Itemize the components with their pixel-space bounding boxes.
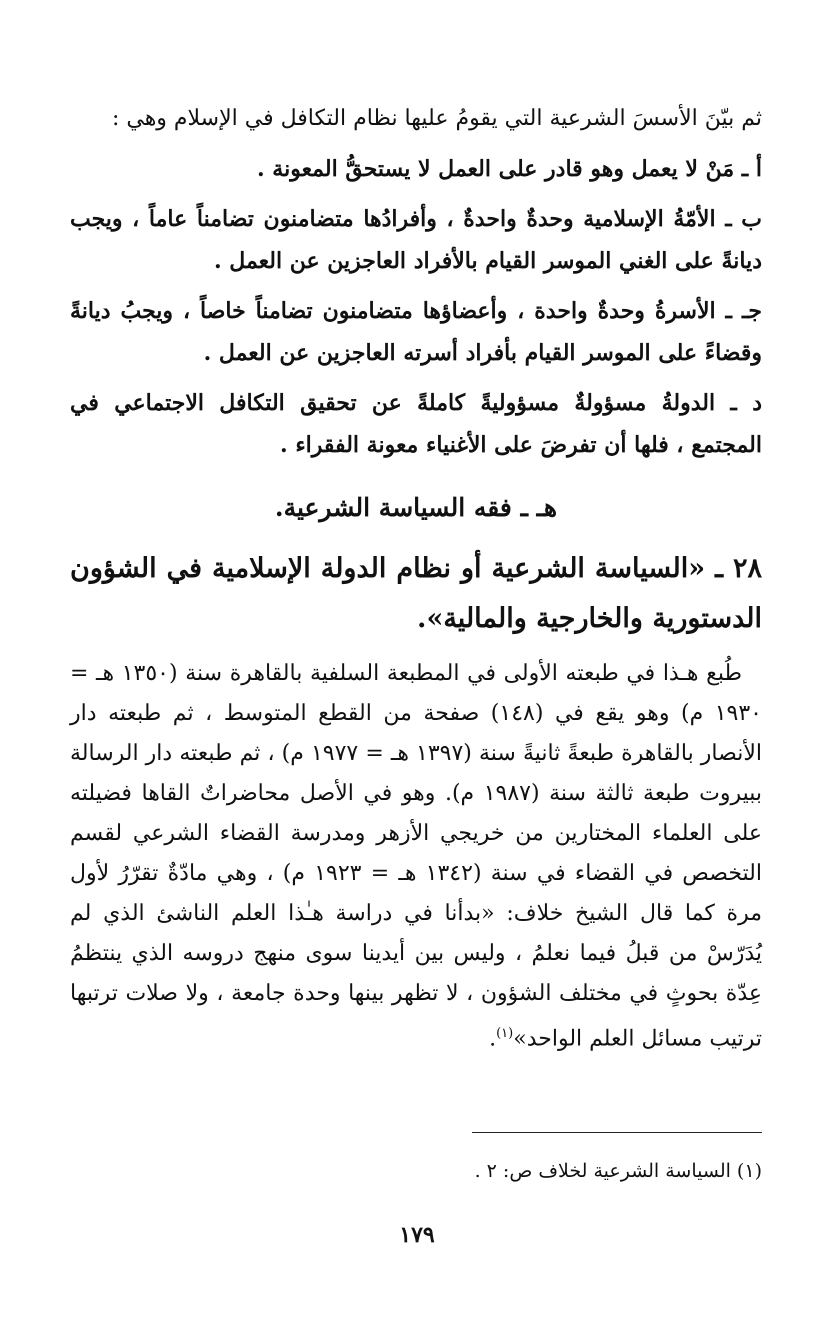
item-b: ب ـ الأمّةُ الإسلامية وحدةٌ واحدةٌ ، وأفرادُها متضامنون تضامناً عاماً ، ويجب ديانةً على الغني الموسر القيام بالأفراد العاجزين عن العمل . <box>70 206 762 274</box>
body-text: طُبع هـذا في طبعته الأولى في المطبعة السلفية بالقاهرة سنة (١٣٥٠ هـ = ١٩٣٠ م) وهو يقع في (١٤٨) صفحة من القطع المتوسط ، ثم طبعته دار الأنصار بالقاهرة طبعةً ثانيةً سنة (١٣٩٧ هـ = ١٩٧٧ م) ، ثم طبعته دار الرسالة ببيروت طبعة ثالثة سنة (١٩٨٧ م). وهو في الأصل محاضراتٌ القاها فضيلته على العلماء المختارين من خريجي الأزهر ومدرسة القضاء الشرعي لقسم التخصص في القضاء في سنة (١٣٤٢ هـ = ١٩٢٣ م) ، وهي مادّةٌ تقرّرُ لأول مرة كما قال الشيخ خلاف: «بدأنا في دراسة هـٰذا العلم الناشئ الذي لم يُدَرّسْ من قبلُ فيما نعلمُ ، وليس بين أيدينا سوى منهج دروسه الذي ينتظمُ عِدّة بحوثٍ في مختلف الشؤون ، لا تظهر بينها وحدة جامعة ، ولا صلات ترتبها ترتيب مسائل العلم الواحد» <box>70 661 762 1052</box>
item-a: أ ـ مَنْ لا يعمل وهو قادر على العمل لا يستحقُّ المعونة . <box>256 156 762 182</box>
intro-paragraph: ثم بيّنَ الأسسَ الشرعية التي يقومُ عليها نظام التكافل في الإسلام وهي : <box>111 106 762 131</box>
footnote-reference: (١) <box>496 1026 514 1041</box>
item-c: جـ ـ الأسرةُ وحدةٌ واحدة ، وأعضاؤها متضامنون تضامناً خاصاً ، ويجبُ ديانةً وقضاءً على الموسر القيام بأفراد أسرته العاجزين عن العمل . <box>70 298 762 366</box>
footnote: (١) السياسة الشرعية لخلاف ص: ٢ . <box>474 1160 762 1182</box>
page-number: ١٧٩ <box>399 1222 435 1248</box>
section-heading: هـ ـ فقه السياسة الشرعية. <box>274 493 558 522</box>
body-paragraph <box>70 654 762 1059</box>
item-28-title: ٢٨ ـ «السياسة الشرعية أو نظام الدولة الإسلامية في الشؤون الدستورية والخارجية والمالية». <box>70 553 762 634</box>
footnote-divider <box>472 1132 762 1133</box>
body-end: . <box>489 1026 497 1052</box>
item-d: د ـ الدولةُ مسؤولةٌ مسؤوليةً كاملةً عن تحقيق التكافل الاجتماعي في المجتمع ، فلها أن تفرضَ على الأغنياء معونة الفقراء . <box>70 390 762 458</box>
page-content <box>70 98 762 1067</box>
